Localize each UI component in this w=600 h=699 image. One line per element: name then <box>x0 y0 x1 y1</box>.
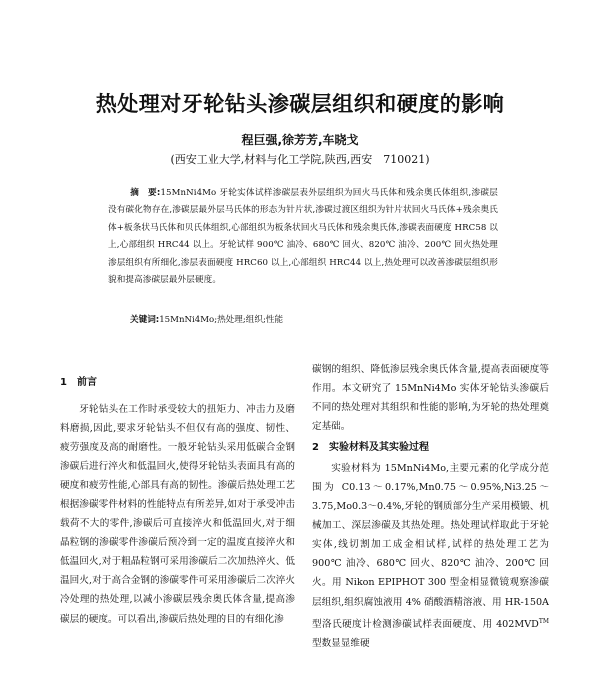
keywords-label: 关键词: <box>130 315 160 325</box>
abstract-label: 摘 要: <box>130 188 161 198</box>
paper-title: 热处理对牙轮钻头渗碳层组织和硬度的影响 <box>95 92 505 116</box>
right-column <box>312 360 549 653</box>
intro-continuation-paragraph: 碳钢的组织、降低渗层残余奥氏体含量,提高表面硬度等作用。本文研究了 15MnNi4Mo 实体牙轮钻头渗碳后不同的热处理对其组织和性能的影响,为牙轮的热处理奠定基础。 <box>312 364 549 433</box>
materials-paragraph <box>312 459 549 653</box>
materials-text-tail: 型数显显维硬 <box>312 637 370 649</box>
left-column <box>60 400 295 629</box>
abstract-block <box>108 185 498 289</box>
abstract-text: 15MnNi4Mo 牙轮实体试样渗碳层表外层组织为回火马氏体和残余奥氏体组织,渗碳层没有碳化物存在,渗碳层最外层马氏体的形态为针片状,渗碳过渡区组织为针片状回火马氏体+残余奥氏体+板条状马氏体和贝氏体组织,心部组织为板条状回火马氏体和残余奥氏体,渗碳表面硬度 HRC58 以上,心部组织 HRC44 以上。牙轮试样 900℃ 油冷、680℃ 回火、820℃ 油冷、200℃ 回火热处理渗层组织有所细化,渗层表面硬度 HRC60 以上,心部组织 HRC44 以上,热处理可以改善渗碳层组织形貌和提高渗碳层最外层硬度。 <box>108 188 498 286</box>
keywords-block <box>130 313 490 325</box>
intro-paragraph: 牙轮钻头在工作时承受较大的扭矩力、冲击力及磨料磨损,因此,要求牙轮钻头不但仅有高的强度、韧性、疲劳强度及高的耐磨性。一般牙轮钻头采用低碳合金钢渗碳后进行淬火和低温回火,使得牙轮钻头表面具有高的硬度和疲劳性能,心部具有高的韧性。渗碳后热处理工艺根据渗碳零件材料的性能特点有所差异,如对于承受冲击载荷不大的零件,渗碳后可直接淬火和低温回火,对于细晶粒钢的渗碳零件渗碳后预冷到一定的温度直接淬火和低温回火,对于粗晶粒钢可采用渗碳后二次加热淬火、低温回火,对于高合金钢的渗碳零件可采用渗碳后二次淬火冷处理的热处理,以减小渗碳层残余奥氏体含量,提高渗碳层的硬度。可以看出,渗碳后热处理的目的有细化渗 <box>60 404 295 625</box>
paper-authors: 程巨强,徐芳芳,车晓戈 <box>241 133 359 147</box>
trademark-sup: TM <box>538 617 549 625</box>
paper-affiliation: (西安工业大学,材料与化工学院,陕西,西安 710021) <box>170 153 430 166</box>
materials-text: 实验材料为 15MnNi4Mo,主要元素的化学成分范围为 C0.13～0.17%,Mn0.75～0.95%,Ni3.25～3.75,Mo0.3～0.4%,牙轮的钢质部分生产采用模锻、机械加工、深层渗碳及其热处理。热处理试样取此于牙轮实体,线切割加工成金相试样,试样的热处理工艺为 900℃ 油冷、680℃ 回火、820℃ 油冷、200℃ 回火。用 Nikon EPIPHOT 300 型金相显微镜观察渗碳层组织,组织腐蚀液用 4% 硝酸酒精溶液、用 HR-150A 型洛氏硬度计检测渗碳试样表面硬度、用 402MVD <box>312 463 549 630</box>
section-heading-materials: 2 实验材料及其实验过程 <box>312 442 429 454</box>
section-heading-introduction: 1 前言 <box>60 377 97 388</box>
keywords-text: 15MnNi4Mo;热处理;组织;性能 <box>159 315 284 325</box>
